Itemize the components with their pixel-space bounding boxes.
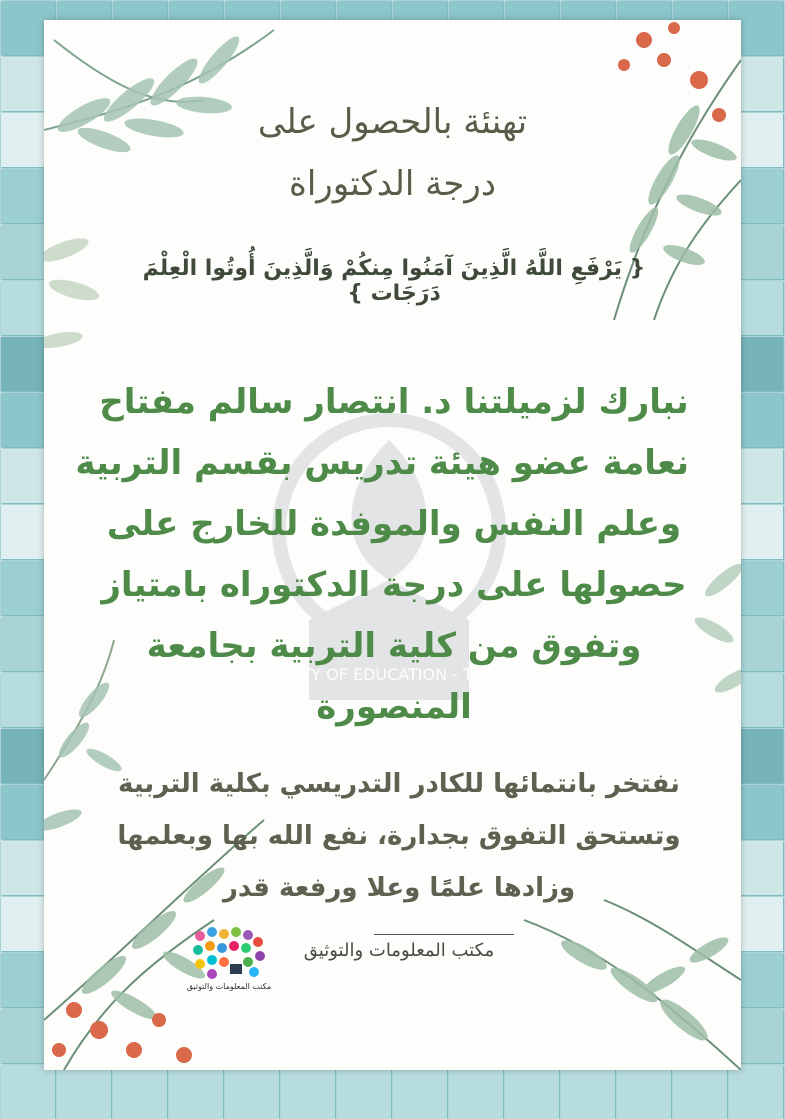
background-tile xyxy=(505,1065,559,1119)
closing-line: وتستحق التفوق بجدارة، نفع الله بها وبعلمها xyxy=(117,821,681,851)
watermark-text: FACULTY OF EDUCATION - TRIPOLI xyxy=(253,665,525,684)
background-tile xyxy=(169,1065,223,1119)
background-tile xyxy=(225,1065,279,1119)
title-line-2: درجة الدكتوراة xyxy=(289,164,496,204)
closing-line: نفتخر بانتمائها للكادر التدريسي بكلية التربية xyxy=(118,769,680,799)
background-tile xyxy=(449,1065,503,1119)
background-tile xyxy=(57,1065,111,1119)
office-logo xyxy=(190,926,268,986)
title-line-1: تهنئة بالحصول على xyxy=(257,102,528,142)
quran-verse: { يَرْفَعِ اللَّهُ الَّذِينَ آمَنُوا مِنكُمْ وَالَّذِينَ أُوتُوا الْعِلْمَ دَرَجَات } xyxy=(142,256,646,306)
message-line: المنصورة xyxy=(316,687,472,727)
message-line: وعلم النفس والموفدة للخارج على xyxy=(106,504,682,544)
background-tile xyxy=(1,1065,55,1119)
congratulation-message xyxy=(75,372,689,738)
background-tile xyxy=(281,1065,335,1119)
background-tile xyxy=(337,1065,391,1119)
message-line: وتفوق من كلية التربية بجامعة xyxy=(146,626,642,666)
logo-caption: مكتب المعلومات والتوثيق xyxy=(186,982,272,991)
background-tile xyxy=(729,1065,783,1119)
message-line: نبارك لزميلتنا د. انتصار سالم مفتاح xyxy=(99,382,689,422)
closing-message xyxy=(104,758,694,914)
background-tile xyxy=(561,1065,615,1119)
background-tile xyxy=(617,1065,671,1119)
congratulation-card xyxy=(44,20,741,1070)
signature-divider xyxy=(374,934,514,935)
closing-line: وزادها علمًا وعلا ورفعة قدر xyxy=(222,873,576,903)
message-line: حصولها على درجة الدكتوراه بامتياز xyxy=(101,565,687,605)
background-tile xyxy=(393,1065,447,1119)
background-tile xyxy=(113,1065,167,1119)
office-signature: مكتب المعلومات والتوثيق xyxy=(303,940,495,961)
background-tile xyxy=(673,1065,727,1119)
message-line: نعامة عضو هيئة تدريس بقسم التربية xyxy=(75,443,689,483)
